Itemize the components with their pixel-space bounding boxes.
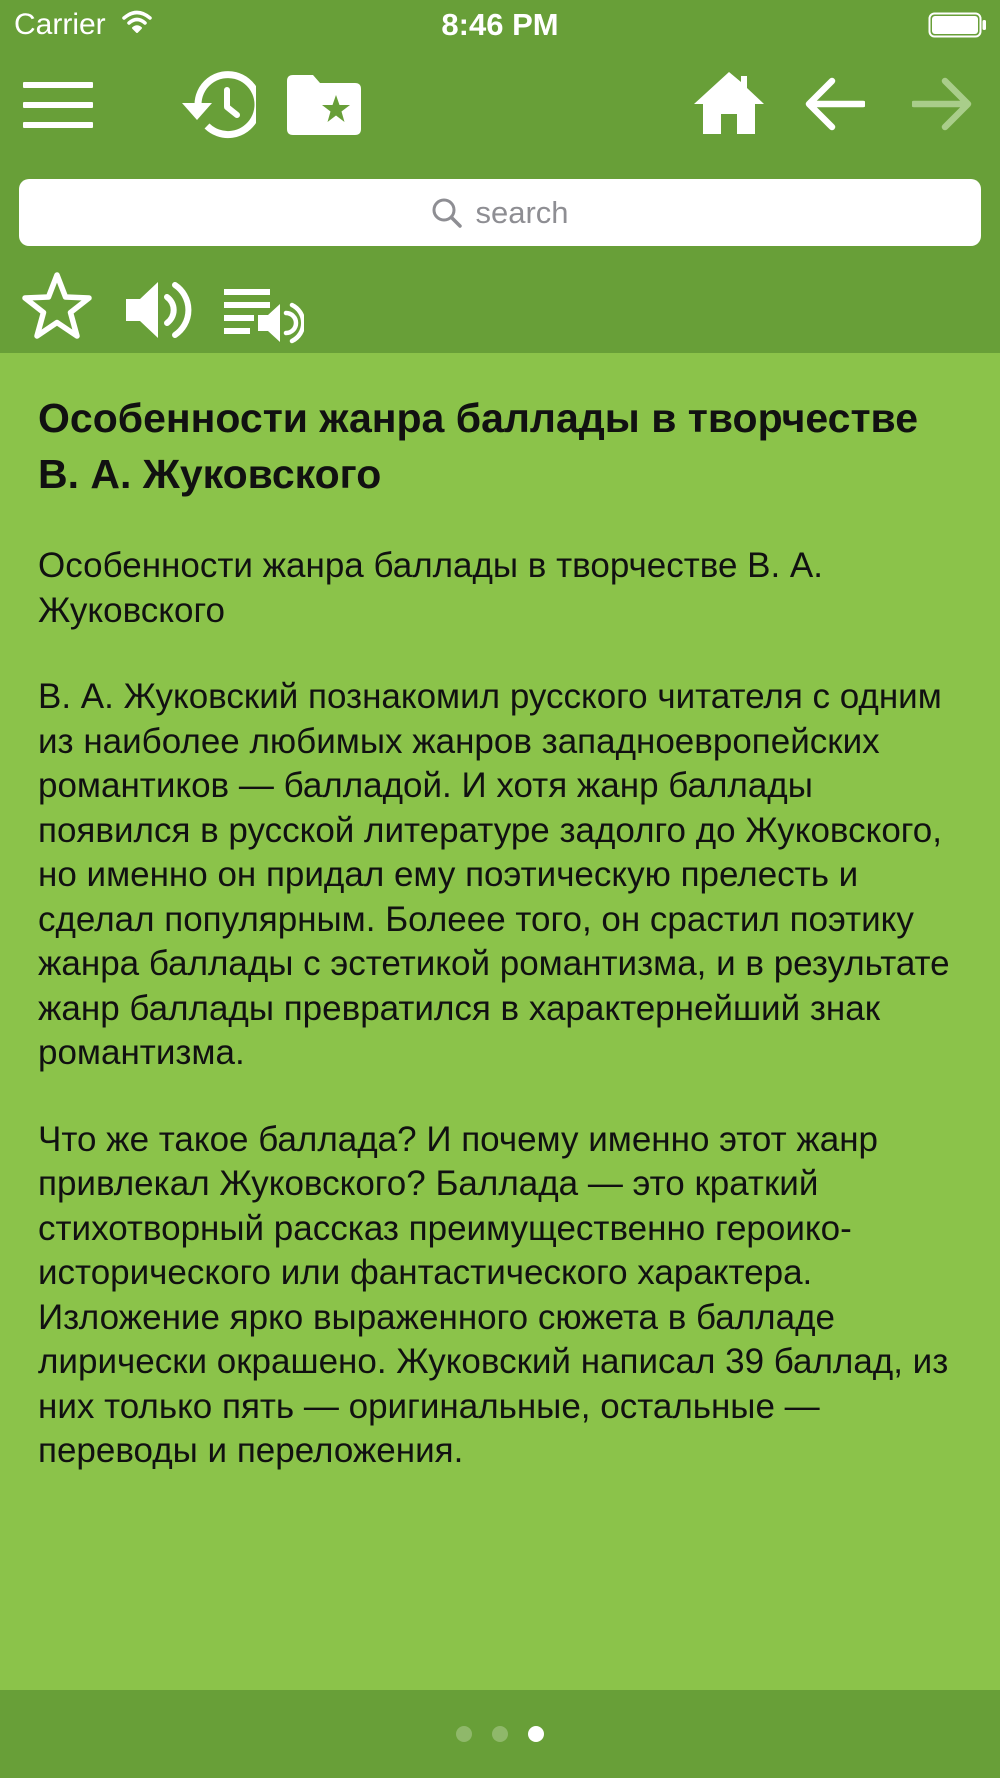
page-dot-active[interactable] [528, 1726, 544, 1742]
top-bar [0, 0, 1000, 353]
menu-icon[interactable] [23, 82, 93, 128]
back-arrow-icon[interactable] [805, 77, 865, 131]
home-icon[interactable] [692, 70, 766, 134]
bookmarks-folder-icon[interactable] [287, 75, 361, 135]
playlist-audio-icon[interactable] [224, 285, 304, 345]
article-paragraph: В. А. Жуковский познакомил русского читателя с одним из наиболее любимых жанров западноевропейских романтиков — балладой. И хотя жанр баллады появился в русской литературе задолго до Жуковского, но именно он придал ему поэтическую прелесть и сделал популярным. Болеее того, он срастил поэтику жанра баллады с эстетикой романтизма, и в результате жанр баллады превратился в характернейший знак романтизма. [38, 677, 950, 1072]
page-dot[interactable] [492, 1726, 508, 1742]
star-icon[interactable] [20, 270, 94, 342]
status-time: 8:46 PM [441, 7, 559, 42]
article-paragraph: Что же такое баллада? И почему именно этот жанр привлекал Жуковского? Баллада — это краткий стихотворный рассказ преимущественно героико-исторического или фантастического характера. Изложение ярко выраженного сюжета в балладе лирически окрашено. Жуковский написал 39 баллад, из них только пять — оригинальные, остальные — переводы и переложения. [38, 1119, 949, 1470]
article-paragraph: Особенности жанра баллады в творчестве В. А. Жуковского [38, 546, 824, 630]
history-icon[interactable] [176, 70, 256, 140]
search-icon [431, 197, 463, 229]
bottom-bar [0, 1690, 1000, 1778]
search-input[interactable]: search [475, 194, 569, 230]
status-bar [0, 0, 1000, 50]
page-indicator[interactable] [0, 1726, 1000, 1742]
page-dot[interactable] [456, 1726, 472, 1742]
carrier-label: Carrier [14, 8, 106, 41]
speaker-icon[interactable] [124, 278, 198, 342]
battery-icon [928, 12, 988, 38]
article [38, 390, 962, 1516]
article-title: Особенности жанра баллады в творчестве В. А. Жуковского [38, 395, 919, 497]
forward-arrow-icon[interactable] [912, 77, 972, 131]
search-bar[interactable] [19, 179, 981, 246]
